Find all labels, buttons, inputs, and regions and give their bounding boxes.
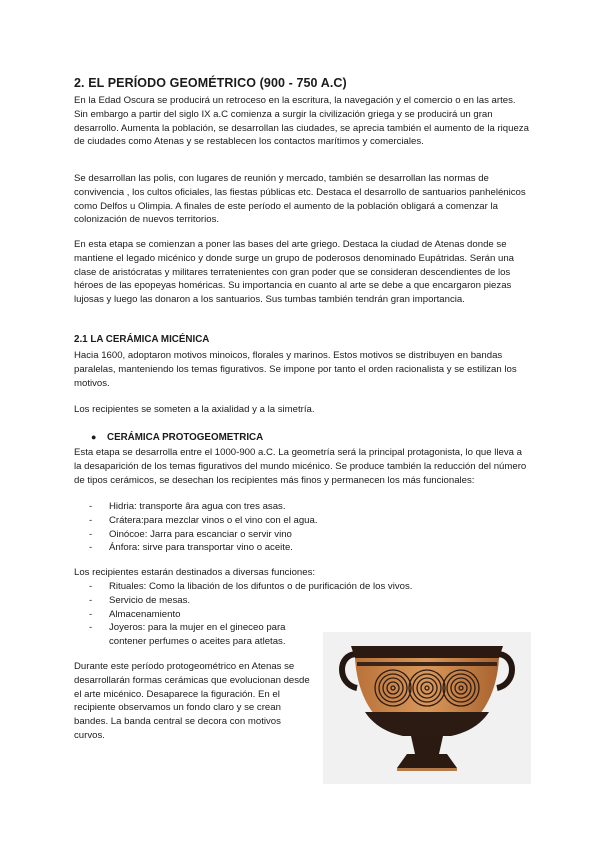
paragraph-proto-3: Durante este período protogeométrico en Atenas se desarrollarán formas cerámicas que evolucionan desde el arte micénico. Desaparece la figuración. En el recipiente observamos un fondo claro y se crean bandes. La banda central se decora con motivos curvos.: [74, 661, 310, 741]
list-item: - Oinócoe: Jarra para escanciar o servir vino: [89, 528, 292, 540]
section-title-protogeometrica: CERÁMICA PROTOGEOMETRICA: [107, 432, 264, 443]
section-title-micenica: 2.1 LA CERÁMICA MICÉNICA: [74, 334, 210, 345]
vessel-list: [89, 500, 318, 555]
paragraph-micenica-2: Los recipientes se someten a la axialidad y a la simetría.: [74, 404, 315, 415]
bullet-icon: ●: [91, 432, 97, 442]
paragraph-proto-2: Los recipientes estarán destinados a diversas funciones:: [74, 567, 316, 578]
list-item: - Rituales: Como la libación de los difuntos o de purificación de los vivos.: [89, 581, 413, 592]
function-list: [89, 580, 413, 649]
paragraph-proto-1: Esta etapa se desarrolla entre el 1000-900 a.C. La geometría será la principal protagonista, lo que lleva a la desaparición de los temas figurativos del mundo micénico. Se produce también la reducción del número de tipos cerámicos, se desechan los recipientes más finos y permanecen los más funcionales:: [74, 447, 527, 486]
list-item: - Crátera:para mezclar vinos o el vino con el agua.: [89, 514, 318, 526]
paragraph-polis: Se desarrollan las polis, con lugares de reunión y mercado, también se desarrollan las normas de convivencia , los cultos oficiales, las fiestas públicas etc. Destaca el desarrollo de santuarios panhelénicos como Delfos u Olimpia. A finales de este período el aumento de la población obligará a comenzar la colonización de nuevos territorios.: [74, 173, 526, 226]
list-item: - Ánfora: sirve para transportar vino o aceite.: [89, 542, 293, 554]
paragraph-arte: En esta etapa se comienzan a poner las bases del arte griego. Destaca la ciudad de Atenas donde se mantiene el legado micénico y donde surge un grupo de poderosos denominado Eupátridas. Serán una clase de aristócratas y militares terratenientes con gran poder que se consideran descendientes de los héroes de las epopeyas homéricas. Su importancia en cuanto al arte se debe a que encargaron piezas lujosas y luego las donaron a los santuarios. Sus tumbas también tendrán gran importancia.: [74, 239, 515, 306]
list-item: - Joyeros: para la mujer en el gineceo para contener perfumes o aceites para atletas.: [89, 622, 286, 648]
list-item: - Servicio de mesas.: [89, 594, 191, 606]
list-item: - Hidria: transporte âra agua con tres asas.: [89, 501, 286, 512]
paragraph-intro: En la Edad Oscura se producirá un retroceso en la escritura, la navegación y el comercio o en las artes. Sin embargo a partir del siglo IX a.C comienza a surgir la civilización griega y se producirá un gran desarrollo. Aumenta la población, se desarrollan las ciudades, se aprecia también el aumento de la riqueza de ciudades como Atenas y se restablecen los contactos marítimos y comerciales.: [74, 95, 529, 148]
crater-image: [323, 632, 531, 784]
list-item: - Almacenamiento: [89, 608, 181, 620]
page-title: 2. EL PERÍODO GEOMÉTRICO (900 - 750 A.C): [74, 76, 347, 90]
crater-vase-icon: [323, 632, 531, 784]
paragraph-micenica-1: Hacia 1600, adoptaron motivos minoicos, florales y marinos. Estos motivos se distribuyen en bandas paralelas, manteniendo los temas figurativos. Se impone por tanto el orden racionalista y se estilizan los motivos.: [74, 350, 517, 389]
